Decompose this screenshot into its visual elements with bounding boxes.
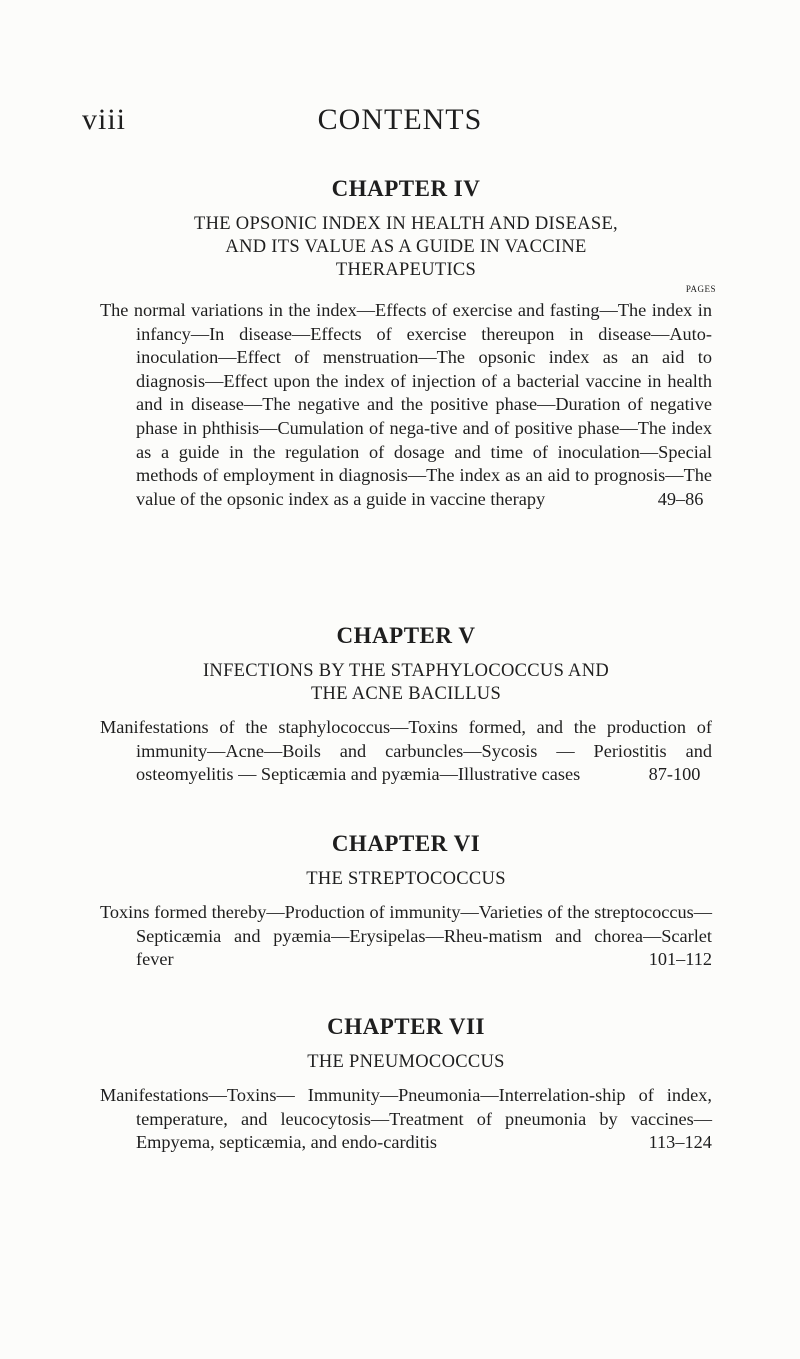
chapter-title-line: THE STREPTOCOCCUS [306,869,506,889]
chapter-summary [100,299,712,511]
chapter-title-line: INFECTIONS BY THE STAPHYLOCOCCUS AND [202,661,610,681]
page-range: 113–124 [648,1132,712,1153]
chapter-title-line: THE OPSONIC INDEX IN HEALTH AND DISEASE, [194,214,618,234]
running-head [0,103,800,143]
chapter-title-line: THERAPEUTICS [335,260,477,280]
chapter-title [100,213,712,282]
chapter-title-line: THE ACNE BACILLUS [310,684,502,704]
chapter-vi-entry [100,830,712,972]
summary-text: The normal variations in the index—Effects of exercise and fasting—The index in infancy—In disease—Effects of exercise thereupon in disease—Auto-inoculation—Effect of menstruation—The opsonic index as an aid to diagnosis—Effect upon the index of injection of a bacterial vaccine in health and in disease—The negative and the positive phase—Duration of negative phase in phthisis—Cumulation of nega-tive and of positive phase—The index as a guide in the regulation of dosage and time of inoculation—Special methods of employment in diagnosis—The index as an aid to prognosis—The value of the opsonic index as a guide in vaccine therapy [100,300,712,509]
chapter-title-line: AND ITS VALUE AS A GUIDE IN VACCINE [225,237,587,257]
chapter-v-entry [100,622,712,787]
chapter-heading: CHAPTER V [336,623,476,648]
chapter-title-line: THE PNEUMOCOCCUS [307,1052,505,1072]
running-title: CONTENTS [317,103,483,136]
chapter-heading: CHAPTER VII [327,1014,485,1039]
page-range: 87-100 [648,764,701,785]
chapter-title [100,660,712,706]
page-number: viii [82,103,127,136]
chapter-heading: CHAPTER VI [331,831,481,856]
chapter-vii-entry [100,1013,712,1155]
chapter-title [100,1051,712,1074]
summary-text: Manifestations of the staphylococcus—Toxins formed, and the production of immunity—Acne—Boils and carbuncles—Sycosis — Periostitis and osteomyelitis — Septicæmia and pyæmia—Illustrative cases [100,717,712,785]
chapter-heading: CHAPTER IV [331,176,481,201]
summary-text: Manifestations—Toxins— Immunity—Pneumonia—Interrelation-ship of index, temperature, and leucocytosis—Treatment of pneumonia by vaccines—Empyema, septicæmia, and endo-carditis [100,1085,712,1153]
page-range: 49–86 [657,488,704,509]
chapter-summary [100,901,712,972]
chapter-iv-entry [100,175,716,511]
page-range: 101–112 [648,949,712,970]
pages-column-label: PAGES [685,284,716,294]
chapter-summary [100,716,712,787]
chapter-title [100,868,712,891]
chapter-summary [100,1084,712,1155]
summary-text: Toxins formed thereby—Production of immunity—Varieties of the streptococcus—Septicæmia and pyæmia—Erysipelas—Rheu-matism and chorea—Scarlet fever [100,902,712,970]
